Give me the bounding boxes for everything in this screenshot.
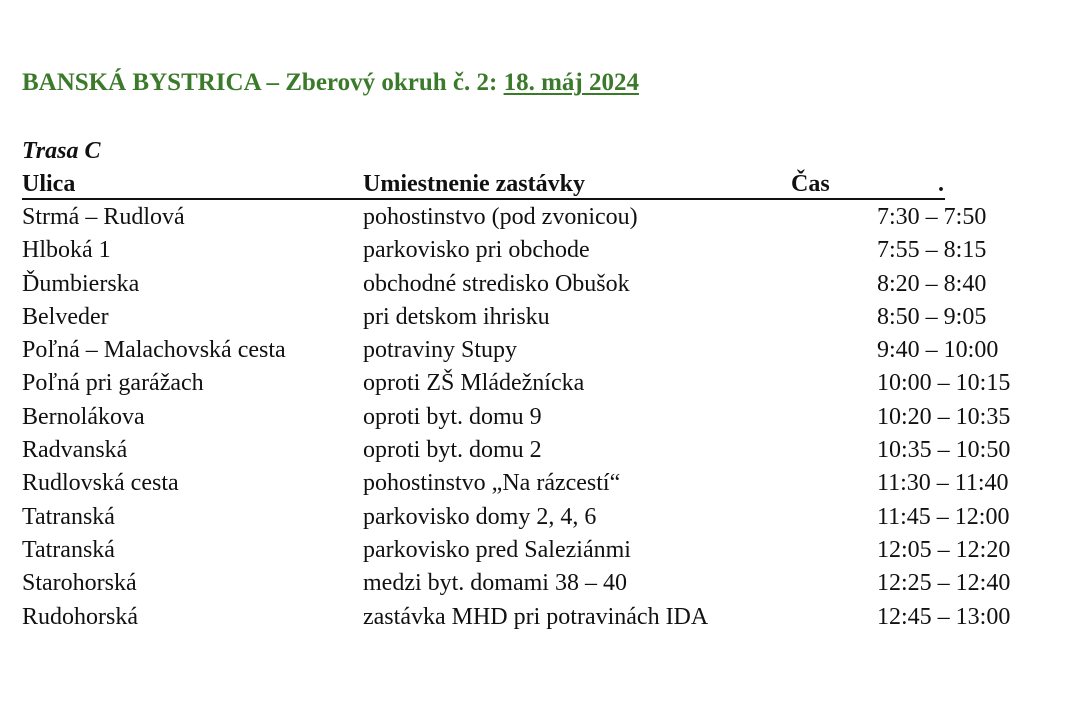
header-street: Ulica bbox=[22, 171, 76, 197]
cell-street: Tatranská bbox=[22, 536, 115, 563]
cell-time: 8:20 – 8:40 bbox=[877, 270, 987, 297]
header-time: Čas bbox=[791, 171, 830, 197]
cell-location: oproti byt. domu 9 bbox=[363, 403, 542, 430]
table-row bbox=[22, 367, 1062, 400]
cell-time: 7:55 – 8:15 bbox=[877, 237, 987, 264]
table-row bbox=[22, 268, 1062, 301]
cell-time: 8:50 – 9:05 bbox=[877, 303, 987, 330]
cell-time: 12:25 – 12:40 bbox=[877, 570, 1011, 597]
table-row bbox=[22, 201, 1062, 234]
table-row bbox=[22, 567, 1062, 600]
cell-time: 12:45 – 13:00 bbox=[877, 603, 1011, 630]
table-row bbox=[22, 234, 1062, 267]
cell-location: pohostinstvo „Na rázcestí“ bbox=[363, 470, 621, 497]
cell-street: Rudlovská cesta bbox=[22, 470, 179, 497]
cell-location: obchodné stredisko Obušok bbox=[363, 270, 630, 297]
cell-time: 11:45 – 12:00 bbox=[877, 503, 1010, 530]
cell-time: 12:05 – 12:20 bbox=[877, 536, 1011, 563]
schedule-table bbox=[22, 201, 1062, 634]
document-title bbox=[22, 69, 639, 97]
cell-street: Ďumbierska bbox=[22, 270, 140, 297]
cell-time: 11:30 – 11:40 bbox=[877, 470, 1009, 497]
table-header bbox=[22, 170, 945, 200]
cell-time: 9:40 – 10:00 bbox=[877, 337, 999, 364]
cell-street: Strmá – Rudlová bbox=[22, 204, 185, 230]
table-row bbox=[22, 501, 1062, 534]
cell-time: 10:35 – 10:50 bbox=[877, 437, 1011, 464]
cell-street: Tatranská bbox=[22, 503, 115, 530]
header-location: Umiestnenie zastávky bbox=[363, 171, 585, 197]
cell-location: pohostinstvo (pod zvonicou) bbox=[363, 204, 638, 230]
cell-street: Rudohorská bbox=[22, 603, 138, 630]
cell-location: medzi byt. domami 38 – 40 bbox=[363, 570, 627, 597]
table-row bbox=[22, 467, 1062, 500]
table-row bbox=[22, 534, 1062, 567]
cell-street: Starohorská bbox=[22, 570, 137, 597]
header-trailing-dot: . bbox=[938, 171, 944, 197]
cell-street: Hlboká 1 bbox=[22, 237, 111, 264]
cell-street: Bernolákova bbox=[22, 403, 145, 430]
table-row bbox=[22, 301, 1062, 334]
table-row bbox=[22, 401, 1062, 434]
cell-location: oproti ZŠ Mládežnícka bbox=[363, 370, 585, 397]
cell-time: 10:00 – 10:15 bbox=[877, 370, 1011, 397]
cell-street: Belveder bbox=[22, 303, 109, 330]
route-label: Trasa C bbox=[22, 138, 101, 164]
table-row bbox=[22, 334, 1062, 367]
title-date: 18. máj 2024 bbox=[503, 69, 639, 96]
cell-location: zastávka MHD pri potravinách IDA bbox=[363, 603, 709, 630]
cell-location: parkovisko pred Saleziánmi bbox=[363, 536, 631, 563]
table-row bbox=[22, 601, 1062, 634]
title-text: BANSKÁ BYSTRICA – Zberový okruh č. 2: bbox=[22, 69, 504, 96]
cell-location: parkovisko pri obchode bbox=[363, 237, 590, 264]
cell-location: parkovisko domy 2, 4, 6 bbox=[363, 503, 597, 530]
table-row bbox=[22, 434, 1062, 467]
cell-location: oproti byt. domu 2 bbox=[363, 437, 542, 464]
cell-location: pri detskom ihrisku bbox=[363, 303, 550, 330]
cell-street: Radvanská bbox=[22, 437, 128, 464]
cell-location: potraviny Stupy bbox=[363, 337, 517, 364]
cell-street: Poľná – Malachovská cesta bbox=[22, 337, 286, 364]
cell-street: Poľná pri garážach bbox=[22, 370, 204, 397]
cell-time: 7:30 – 7:50 bbox=[877, 204, 987, 230]
cell-time: 10:20 – 10:35 bbox=[877, 403, 1011, 430]
